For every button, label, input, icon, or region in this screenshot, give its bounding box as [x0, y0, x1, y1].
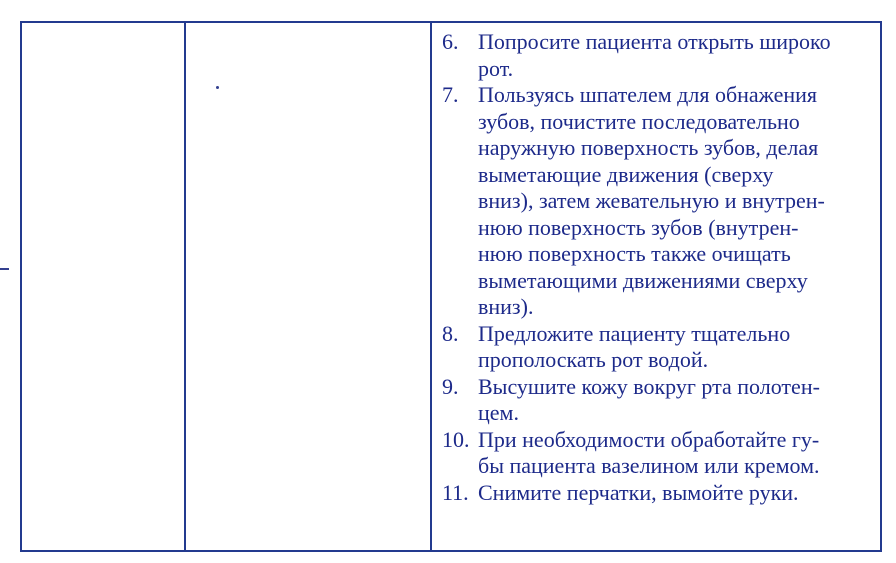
step-text-line: Снимите перчатки, вымойте руки. — [478, 479, 799, 505]
list-item-step-8 — [442, 321, 866, 374]
step-text-line: вниз). — [478, 294, 534, 319]
list-item-step-11 — [442, 480, 866, 507]
step-text-line: выметающие движения (сверху — [478, 161, 774, 187]
step-text-line: Пользуясь шпателем для обнажения — [478, 82, 818, 107]
step-text-line: вниз), затем жевательную и внутрен- — [478, 188, 825, 213]
step-text-line: выметающими движениями сверху — [478, 267, 808, 293]
procedure-table — [20, 21, 882, 552]
step-text-line: зубов, почистите последовательно — [478, 108, 800, 134]
step-number: 6. — [442, 29, 459, 54]
margin-tick-mark — [0, 268, 9, 270]
step-number: 9. — [442, 373, 459, 399]
table-column-empty-1 — [22, 23, 186, 550]
list-item-step-9 — [442, 374, 866, 427]
step-text-line: бы пациента вазелином или кремом. — [478, 453, 820, 478]
step-text-line: Высушите кожу вокруг рта полотен- — [478, 373, 820, 399]
table-column-empty-2 — [186, 23, 432, 550]
step-text-line: рот. — [478, 55, 514, 81]
table-column-steps — [432, 23, 880, 550]
list-item-step-10 — [442, 427, 866, 480]
step-text-line: прополоскать рот водой. — [478, 347, 709, 372]
step-text-line: Предложите пациенту тщательно — [478, 320, 791, 346]
step-text-line: нюю поверхность зубов (внутрен- — [478, 214, 799, 240]
step-text-line: цем. — [478, 400, 519, 425]
step-number: 10. — [442, 426, 470, 452]
list-item-step-6 — [442, 29, 866, 82]
step-text-line: Попросите пациента открыть широко — [478, 29, 831, 54]
step-number: 11. — [442, 479, 469, 505]
step-number: 7. — [442, 82, 459, 107]
step-text-line: При необходимости обработайте гу- — [478, 426, 820, 452]
step-text-line: наружную поверхность зубов, делая — [478, 135, 819, 160]
steps-list — [442, 29, 866, 506]
step-text-line: нюю поверхность также очищать — [478, 241, 791, 266]
step-number: 8. — [442, 320, 459, 346]
list-item-step-7 — [442, 82, 866, 321]
